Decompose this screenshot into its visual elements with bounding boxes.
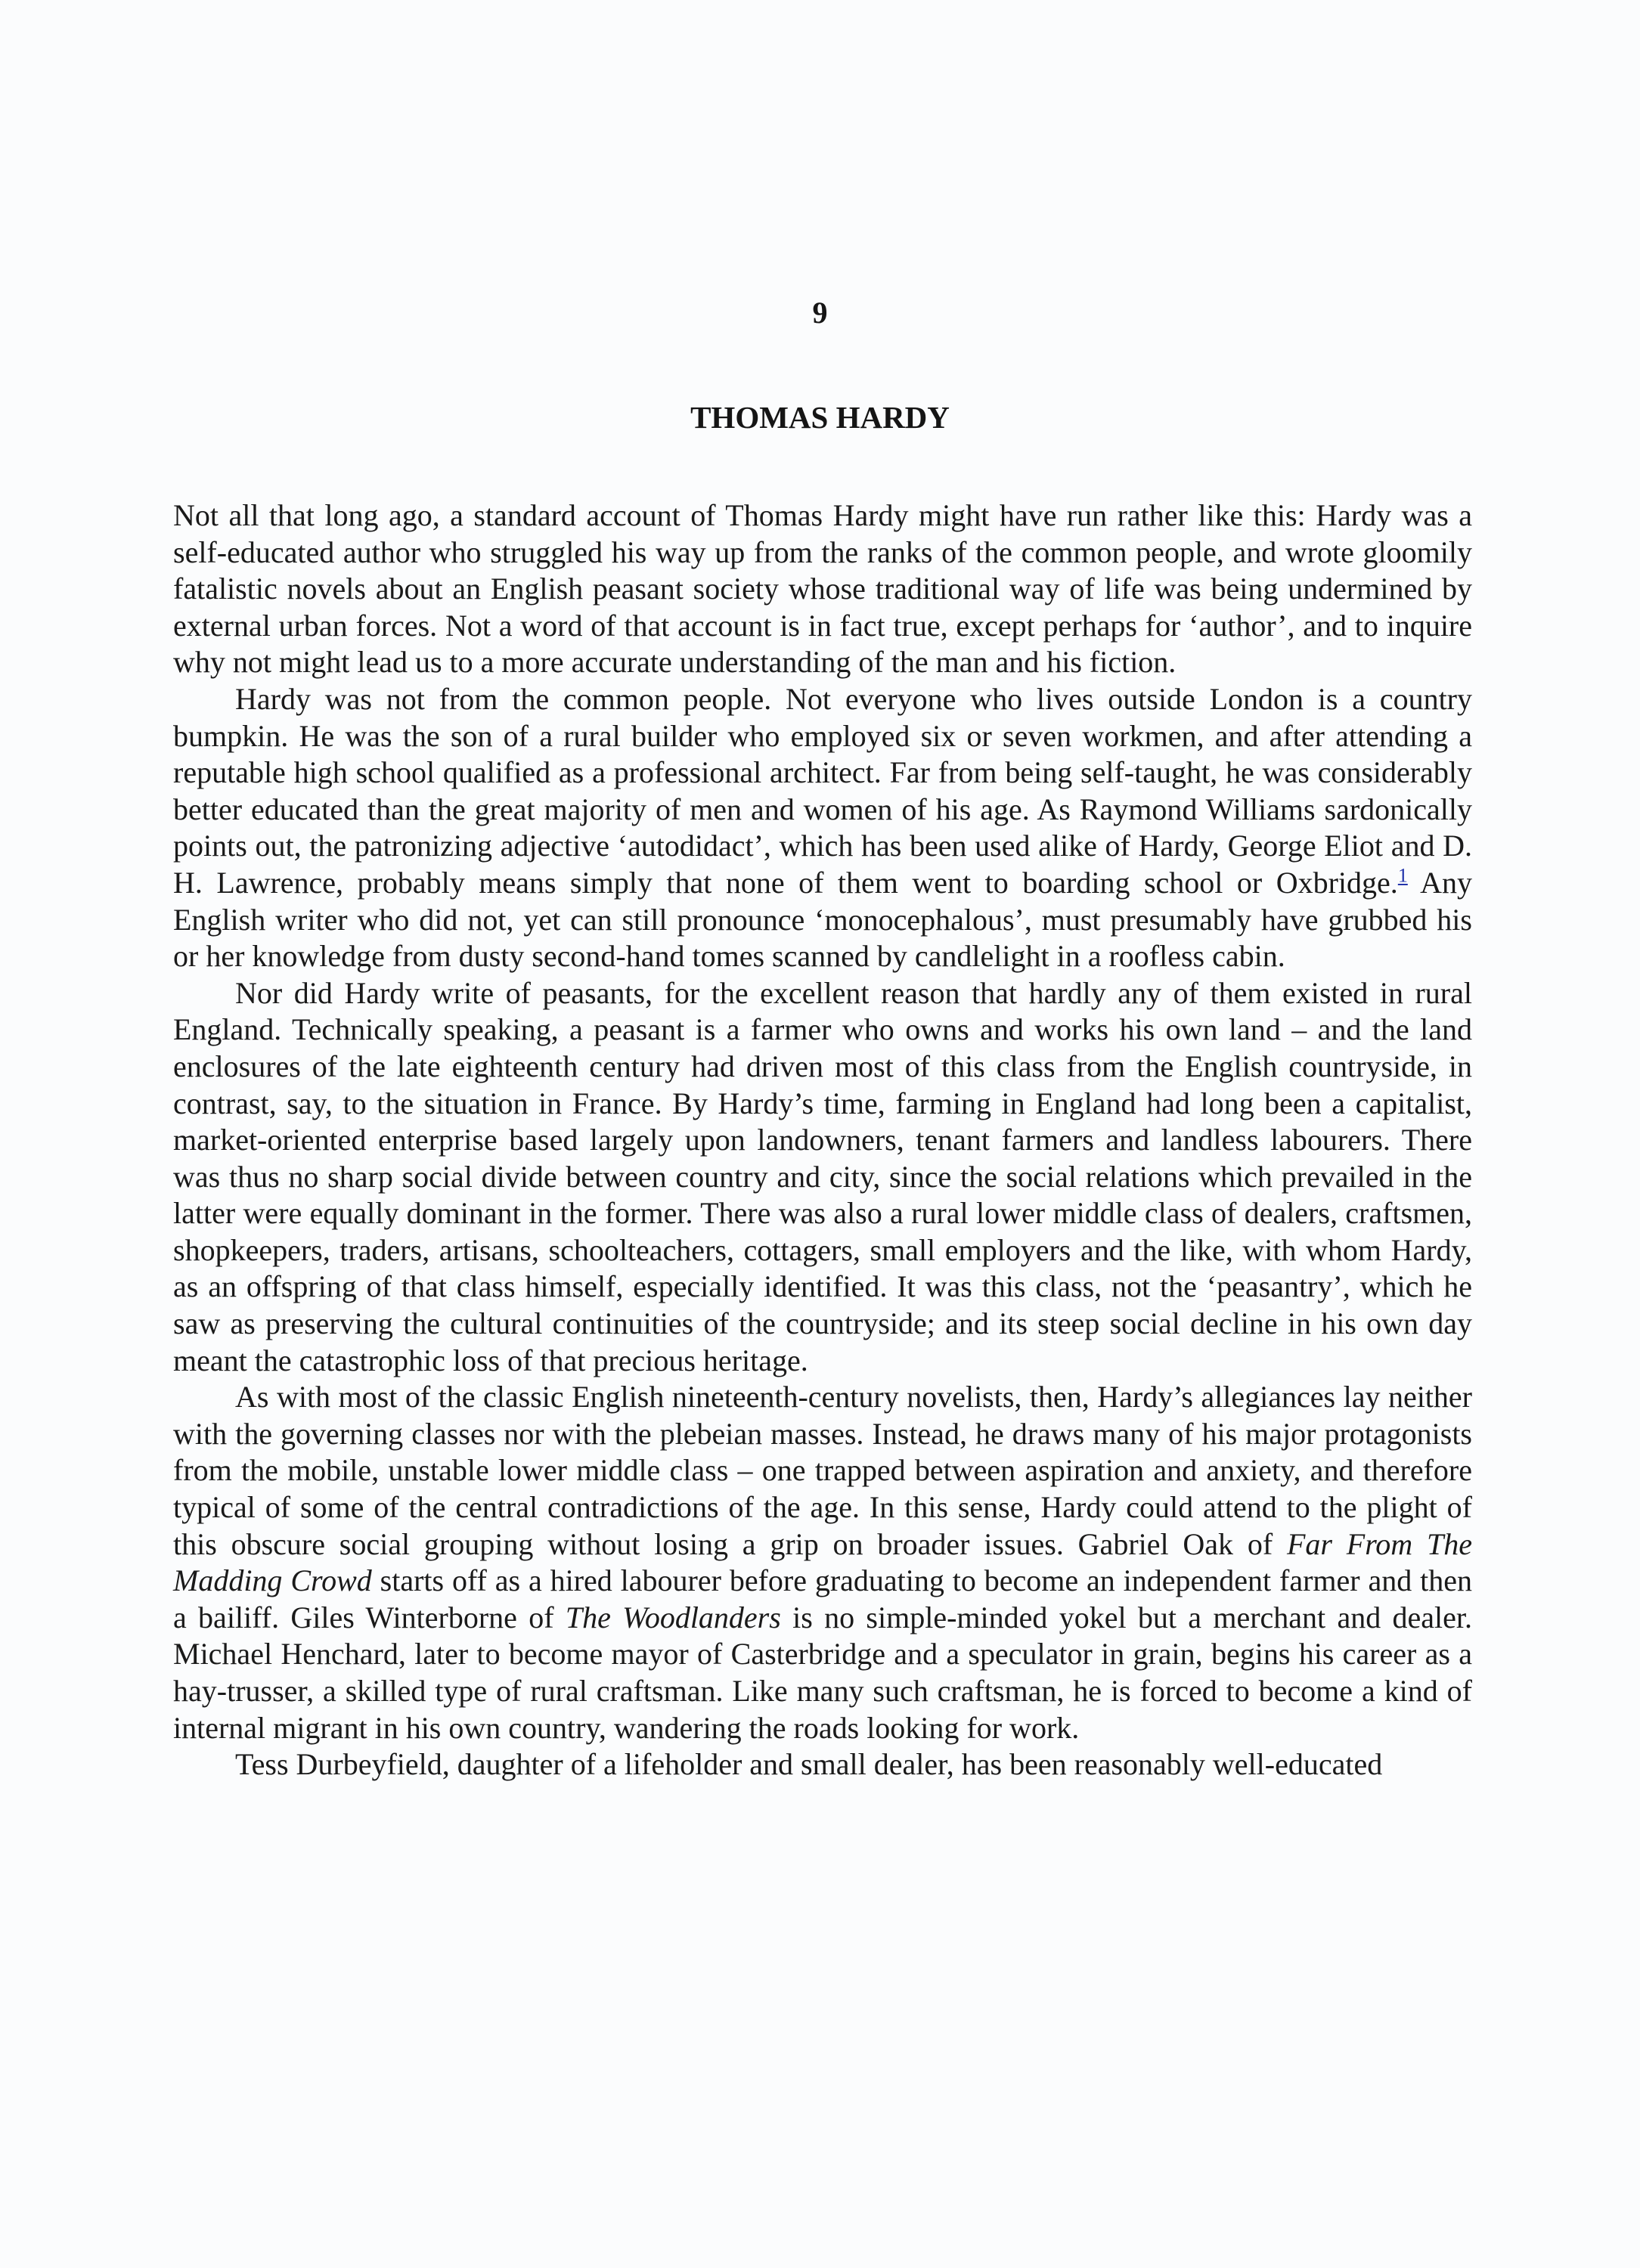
paragraph-1: [173, 497, 1472, 681]
footnote-link-1[interactable]: 1: [1397, 864, 1408, 887]
book-title-far-from-the-madding-crowd: Far From The Madding Crowd: [173, 1526, 1472, 1598]
paragraph-1-text: Not all that long ago, a standard account of Thomas Hardy might have run rather like this: Hardy was a self-educated author who struggled his way up from the ranks of the common people, and wrote gloomily fatalistic novels about an English peasant society whose traditional way of life was being undermined by external urban forces. Not a word of that account is in fact true, except perhaps for ‘author’, and to inquire why not might lead us to a more accurate understanding of the man and his fiction.: [173, 498, 1472, 680]
paragraph-4-text-c: is no simple-minded yokel but a merchant and dealer. Michael Henchard, later to become mayor of Casterbridge and a speculator in grain, begins his career as a hay-trusser, a skilled type of rural craftsman. Like many such craftsman, he is forced to become a kind of internal migrant in his own country, wandering the roads looking for work.: [173, 1600, 1473, 1745]
paragraph-4-text-b: starts off as a hired labourer before graduating to become an independent farmer and then a bailiff. Giles Winterborne of: [173, 1563, 1473, 1634]
paragraph-3-text: Nor did Hardy write of peasants, for the excellent reason that hardly any of them existed in rural England. Technically speaking, a peasant is a farmer who owns and works his own land – and the land enclosures of the late eighteenth century had driven most of this class from the English countryside, in contrast, say, to the situation in France. By Hardy’s time, farming in England had long been a capitalist, market-oriented enterprise based largely upon landowners, tenant farmers and landless labourers. There was thus no sharp social divide between country and city, since the social relations which prevailed in the latter were equally dominant in the former. There was also a rural lower middle class of dealers, craftsmen, shopkeepers, traders, artisans, schoolteachers, cottagers, small employers and the like, with whom Hardy, as an offspring of that class himself, especially identified. It was this class, not the ‘peasantry’, which he saw as preserving the cultural continuities of the countryside; and its steep social decline in his own day meant the catastrophic loss of that precious heritage.: [173, 975, 1472, 1377]
paragraph-2: [173, 681, 1472, 975]
paragraph-4-text-a: As with most of the classic English nineteenth-century novelists, then, Hardy’s allegiances lay neither with the governing classes nor with the plebeian masses. Instead, he draws many of his major protagonists from the mobile, unstable lower middle class – one trapped between aspiration and anxiety, and therefore typical of some of the central contradictions of the age. In this sense, Hardy could attend to the plight of this obscure social grouping without losing a grip on broader issues. Gabriel Oak of: [173, 1380, 1472, 1561]
chapter-title: THOMAS HARDY: [690, 400, 950, 435]
chapter-body: [173, 497, 1472, 1783]
paragraph-2-text-after-note: Any English writer who did not, yet can still pronounce ‘monocephalous’, must presumably have grubbed his or her knowledge from dusty second-hand tomes scanned by candlelight in a roofless cabin.: [173, 865, 1472, 974]
paragraph-5-text: Tess Durbeyfield, daughter of a lifeholder and small dealer, has been reasonably well-educated: [235, 1747, 1383, 1782]
chapter-number: 9: [812, 296, 828, 330]
paragraph-3: [173, 975, 1472, 1380]
paragraph-5: [173, 1746, 1472, 1783]
book-title-the-woodlanders: The Woodlanders: [565, 1600, 781, 1634]
paragraph-2-text-before-note: Hardy was not from the common people. Not everyone who lives outside London is a country bumpkin. He was the son of a rural builder who employed six or seven workmen, and after attending a reputable high school qualified as a professional architect. Far from being self-taught, he was considerably better educated than the great majority of men and women of his age. As Raymond Williams sardonically points out, the patronizing adjective ‘autodidact’, which has been used alike of Hardy, George Eliot and D. H. Lawrence, probably means simply that none of them went to boarding school or Oxbridge.: [173, 681, 1472, 900]
paragraph-4: [173, 1379, 1472, 1746]
